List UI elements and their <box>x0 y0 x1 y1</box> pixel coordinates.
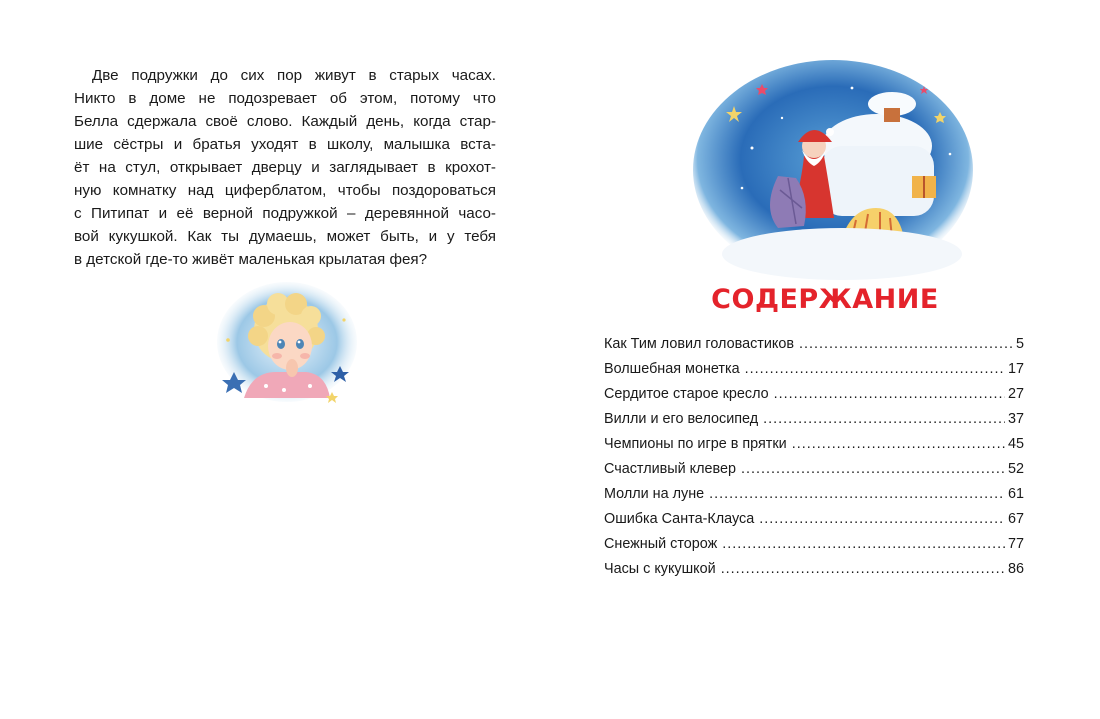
story-line: шие сёстры и братья уходят в школу, малышка вста- <box>74 136 496 153</box>
story-line: вой кукушкой. Как ты думаешь, может быть, и у тебя <box>74 228 496 245</box>
toc-entry-page: 52 <box>1007 461 1024 477</box>
toc-entry-page: 67 <box>1007 511 1024 527</box>
toc-leader-dots <box>763 411 1005 427</box>
toc-leader-dots <box>722 536 1005 552</box>
toc-leader-dots <box>774 386 1005 402</box>
table-of-contents <box>604 336 1024 586</box>
story-line: Белла сдержала своё слово. Каждый день, когда стар- <box>74 113 496 130</box>
toc-leader-dots <box>759 511 1005 527</box>
toc-entry-title: Волшебная монетка <box>604 361 740 377</box>
toc-leader-dots <box>745 361 1005 377</box>
right-page <box>550 0 1100 719</box>
toc-entry-title: Чемпионы по игре в прятки <box>604 436 787 452</box>
toc-entry[interactable] <box>604 461 1024 486</box>
story-line: с Питипат и её верной подружкой – деревянной часо- <box>74 205 496 222</box>
toc-entry-title: Вилли и его велосипед <box>604 411 759 427</box>
toc-entry[interactable] <box>604 336 1024 361</box>
toc-leader-dots <box>799 336 1013 352</box>
toc-entry-page: 5 <box>1015 336 1024 352</box>
toc-entry[interactable] <box>604 411 1024 436</box>
toc-leader-dots <box>792 436 1005 452</box>
toc-entry-title: Часы с кукушкой <box>604 561 716 577</box>
toc-entry[interactable] <box>604 386 1024 411</box>
toc-leader-dots <box>741 461 1005 477</box>
toc-entry[interactable] <box>604 511 1024 536</box>
toc-entry-page: 45 <box>1007 436 1024 452</box>
toc-entry[interactable] <box>604 561 1024 586</box>
toc-entry-page: 17 <box>1007 361 1024 377</box>
toc-entry-page: 37 <box>1007 411 1024 427</box>
toc-entry-title: Счастливый клевер <box>604 461 737 477</box>
toc-entry-title: Снежный сторож <box>604 536 718 552</box>
santa-snowy-house-illustration <box>692 58 974 282</box>
story-line: Две подружки до сих пор живут в старых часах. <box>92 67 496 84</box>
toc-entry-title: Сердитое старое кресло <box>604 386 769 402</box>
toc-entry-page: 27 <box>1007 386 1024 402</box>
story-line: Никто в доме не подозревает об этом, потому что <box>74 90 496 107</box>
girl-vignette-illustration <box>214 280 360 404</box>
toc-entry-title: Ошибка Санта-Клауса <box>604 511 755 527</box>
toc-entry[interactable] <box>604 536 1024 561</box>
toc-entry-title: Как Тим ловил головастиков <box>604 336 795 352</box>
story-line: ёт на стул, открывает дверцу и заглядывает в крохот- <box>74 159 496 176</box>
toc-entry[interactable] <box>604 361 1024 386</box>
toc-leader-dots <box>709 486 1005 502</box>
toc-entry-page: 86 <box>1007 561 1024 577</box>
story-paragraph <box>74 64 496 271</box>
story-line: ную комнатку над циферблатом, чтобы поздороваться <box>74 182 496 199</box>
toc-heading: СОДЕРЖАНИЕ <box>711 284 939 315</box>
toc-entry-page: 77 <box>1007 536 1024 552</box>
toc-entry-title: Молли на луне <box>604 486 705 502</box>
toc-entry[interactable] <box>604 486 1024 511</box>
story-line: в детской где-то живёт маленькая крылатая фея? <box>74 251 428 268</box>
toc-entry-page: 61 <box>1007 486 1024 502</box>
toc-entry[interactable] <box>604 436 1024 461</box>
toc-leader-dots <box>721 561 1005 577</box>
